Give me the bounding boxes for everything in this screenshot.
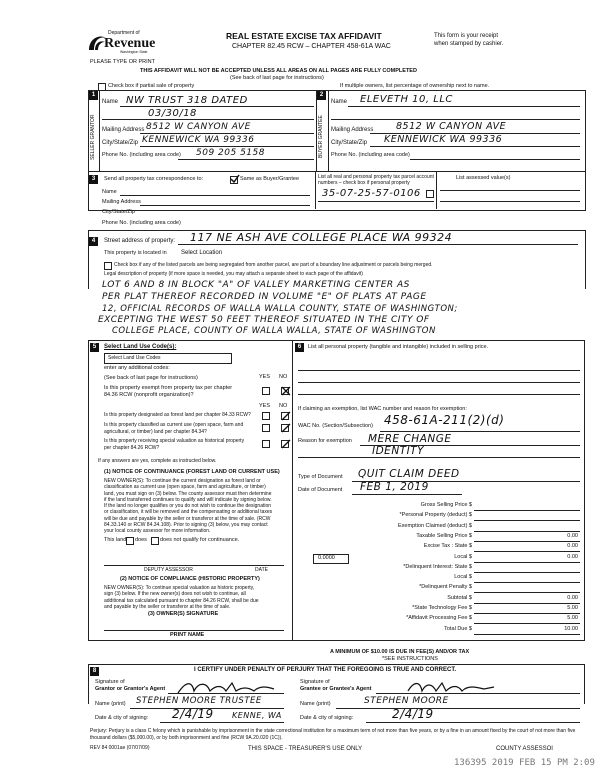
calc-row-label: Total Due $ (444, 625, 472, 632)
current-no-checkbox[interactable] (281, 424, 289, 432)
doc-date: FEB 1, 2019 (360, 481, 429, 493)
street-address: 117 NE ASH AVE COLLEGE PLACE WA 99324 (190, 231, 453, 244)
no-header-2: NO (279, 403, 288, 409)
local-rate: 0.0000 (318, 555, 335, 561)
if-yes-note: If any answers are yes, complete as instructed below. (98, 458, 217, 464)
deputy-assessor: DEPUTY ASSESSOR (144, 567, 193, 573)
assessed-header: List assessed value(s) (456, 175, 511, 181)
calc-row-label: Exemption Claimed (deduct) $ (398, 522, 472, 529)
calc-row-label: *Delinquent Penalty $ (419, 584, 472, 591)
treasurer-use: THIS SPACE - TREASURER'S USE ONLY (248, 746, 363, 752)
see-back: (See back of last page for instructions) (230, 75, 324, 81)
calc-row-value[interactable]: 10.00 (564, 625, 578, 632)
forest-no-checkbox[interactable] (281, 412, 289, 420)
forest-yes-checkbox[interactable] (262, 412, 270, 420)
continuance-body (104, 478, 288, 535)
historic-q2: per chapter 84.26 RCW? (104, 445, 160, 451)
dept-name: Revenue (104, 36, 156, 51)
page-title: REAL ESTATE EXCISE TAX AFFIDAVIT (226, 31, 382, 41)
cont-line: land, you must sign on (3) below. The county assessor must then determine (104, 490, 272, 497)
grantor-sig-label-2: Grantor or Grantor's Agent (95, 686, 166, 692)
check-mark-icon (281, 411, 291, 421)
calc-row-value[interactable]: 0.00 (567, 532, 578, 539)
calc-row-label: *Delinquent Interest: State $ (403, 563, 472, 570)
grantor-name: STEPHEN MOORE TRUSTEE (136, 696, 262, 706)
seller-name: NW TRUST 318 DATED (126, 95, 248, 106)
calc-row-label: Gross Selling Price $ (420, 502, 472, 508)
multiple-owners-note: If multiple owners, list percentage of ownership next to name. (340, 83, 490, 89)
please-type: PLEASE TYPE OR PRINT (90, 59, 156, 65)
legal-line-2: PER PLAT THEREOF RECORDED IN VOLUME "E" OF PLATS AT PAGE (102, 292, 427, 302)
check-mark-icon (230, 174, 240, 184)
located-label: This property is located in (104, 250, 167, 256)
legal-line-1: LOT 6 AND 8 IN BLOCK "A" OF VALLEY MARKETING CENTER AS (102, 280, 410, 290)
calc-row-label: Taxable Selling Price $ (416, 532, 472, 539)
comp-line: sign (3) below. If the new owner(s) does not wish to continue, all (104, 591, 246, 598)
grantor-name-label: Name (print) (95, 701, 126, 707)
wac-number: 458-61A-211(2)(d) (384, 413, 505, 427)
section-2-number: 2 (317, 91, 326, 100)
cont-line: NEW OWNER(S): To continue the current designation as forest land or (104, 478, 261, 484)
buyer-side-label: BUYER GRANTEE (318, 115, 324, 159)
grantor-date-label: Date & city of signing: (95, 715, 149, 721)
reason-line-1: MERE CHANGE (368, 433, 452, 445)
doc-type-label: Type of Document (298, 474, 343, 480)
no-header: NO (279, 374, 288, 380)
calc-row-value[interactable]: 0.00 (567, 553, 578, 560)
forest-q: Is this property designated as forest land per chapter 84.33 RCW? (104, 412, 251, 418)
additional-codes: enter any additional codes: (104, 365, 170, 371)
buyer-city-label: City/State/Zip (331, 140, 368, 146)
grantee-name-label: Name (print) (300, 701, 331, 707)
grantee-date-label: Date & city of signing: (300, 715, 354, 721)
seller-side-label: SELLER GRANTOR (90, 114, 96, 160)
cont-line: classification as current use (open space, farm and agriculture, or timber) (104, 484, 266, 491)
land-use-value: Select Land Use Codes (108, 355, 161, 361)
historic-q1: Is this property receiving special valuation as historical property (104, 438, 245, 444)
comp-line: additional tax calculated pursuant to chapter 84.26 RCW, shall be due (104, 597, 259, 604)
same-as-buyer-label: Same as Buyer/Grantee (240, 176, 300, 182)
grantee-name: STEPHEN MOORE (364, 696, 449, 706)
seller-mailing-label: Mailing Address (102, 127, 145, 133)
check-mark-icon (281, 423, 291, 433)
send-correspondence-label: Send all property tax correspondence to: (104, 176, 204, 182)
s3-name-label: Name (102, 189, 117, 195)
segregated-label: Check box if any of the listed parcels are being segregated from another parcel, are part of a boundary line adjustment or parcels being merged. (114, 262, 433, 268)
seller-mailing: 8512 W CANYON AVE (146, 122, 251, 132)
s3-phone-label: Phone No. (including area code) (102, 220, 181, 226)
cont-line: 84.33.140 or RCW 84.34.108). Prior to signing (3) below, you may contact (104, 522, 268, 529)
county-assessor: COUNTY ASSESSOI (496, 746, 553, 752)
continuance-title: (1) NOTICE OF CONTINUANCE (FOREST LAND OR CURRENT USE) (104, 469, 280, 475)
minimum-note: A MINIMUM OF $10.00 IS DUE IN FEE(S) AND/OR TAX (330, 649, 470, 655)
section-4-number: 4 (89, 237, 98, 246)
segregated-checkbox[interactable] (104, 262, 112, 270)
receipt-note-1: This form is your receipt (434, 33, 499, 39)
same-as-buyer-checkbox[interactable] (230, 176, 238, 184)
receipt-note-2: when stamped by cashier. (434, 41, 504, 47)
comp-line: NEW OWNER(S): To continue special valuation as historic property, (104, 585, 255, 591)
grantor-date: 2/4/19 (172, 707, 214, 721)
cont-line: will be due and payable by the seller or transferor at the time of sale. (RCW (104, 515, 271, 522)
personal-property-label: List all personal property (tangible and intangible) included in selling price. (308, 344, 489, 350)
street-label: Street address of property: (104, 238, 176, 244)
this-land-label: This land (104, 537, 127, 543)
does-not-checkbox[interactable] (151, 537, 159, 545)
form-number: REV 84 0001ae (07/07/09) (90, 745, 150, 751)
section-8-number: 8 (90, 667, 99, 676)
calc-row-value[interactable]: 0.00 (567, 543, 578, 550)
seller-phone: 509 205 5158 (196, 148, 265, 158)
local-rate-box[interactable] (313, 554, 349, 564)
certify-statement: I CERTIFY UNDER PENALTY OF PERJURY THAT THE FOREGOING IS TRUE AND CORRECT. (194, 667, 457, 673)
doc-type: QUIT CLAIM DEED (358, 468, 460, 480)
seller-city-label: City/State/Zip (102, 140, 139, 146)
warning: THIS AFFIDAVIT WILL NOT BE ACCEPTED UNLESS ALL AREAS ON ALL PAGES ARE FULLY COMPLETED (140, 68, 417, 74)
buyer-mailing: 8512 W CANYON AVE (396, 121, 507, 132)
legal-line-3: 12, OFFICIAL RECORDS OF WALLA WALLA COUNTY, STATE OF WASHINGTON; (102, 304, 458, 314)
grantee-sig-label-1: Signature of (300, 679, 330, 685)
calc-row-value[interactable]: 5.00 (567, 615, 578, 622)
check-mark-icon (281, 439, 291, 449)
exemption-claim-label: If claiming an exemption, list WAC number and reason for exemption: (298, 406, 467, 412)
yes-header: YES (259, 374, 271, 380)
cont-line: if the land transferred continues to qualify and will indicate by signing below. (104, 496, 272, 503)
calc-row-label: Local $ (454, 553, 472, 560)
exempt-q2: 84.36 RCW (nonprofit organization)? (104, 392, 194, 398)
comp-line: and payable by the seller or transferor at the time of sale. (104, 603, 231, 610)
dor-logo (86, 28, 156, 62)
buyer-city: KENNEWICK WA 99336 (384, 134, 503, 145)
parcel-header: List all real and personal property tax parcel account numbers – check box if personal property (318, 174, 434, 186)
check-mark-icon (281, 386, 291, 396)
calc-row-label: *State Technology Fee $ (412, 605, 472, 611)
s5-see-back: (See back of last page for instructions) (104, 375, 198, 381)
calc-row-label: Local $ (454, 574, 472, 581)
does-label: does (135, 537, 147, 543)
parcel-number: 35-07-25-57-0106 (322, 188, 421, 199)
historic-no-checkbox[interactable] (281, 440, 289, 448)
reason-line-2: IDENTITY (372, 445, 425, 457)
perjury-note: Perjury: Perjury is a class C felony which is punishable by imprisonment in the state correctional institution for a maximum term of not more than five years, or by a fine in an amount fixed by the court of not more than five thousand dollars ($5,000.00), or by both imprisonment and fine (RCW 9A.20.020 (1C)). (90, 728, 576, 741)
buyer-phone-label: Phone No. (including area code) (331, 152, 410, 158)
exempt-no-checkbox[interactable] (281, 387, 289, 395)
dept-of: Department of (108, 30, 140, 36)
does-not-label: does not qualify for continuance. (160, 537, 240, 543)
grantor-sig-label-1: Signature of (95, 679, 125, 685)
cont-line: your local county assessor for more information. (104, 528, 211, 535)
seller-name-label: Name (102, 99, 119, 105)
located-select[interactable]: Select Location (181, 250, 223, 256)
section-6-number: 6 (295, 343, 304, 352)
current-q1: Is this property classified as current use (open space, farm and (104, 422, 244, 428)
buyer-name-label: Name (331, 99, 348, 105)
grantor-city: KENNE, WA (232, 711, 282, 720)
see-instructions: *SEE INSTRUCTIONS (382, 656, 438, 662)
seller-city: KENNEWICK WA 99336 (142, 135, 255, 145)
section-5-number: 5 (90, 343, 99, 352)
calc-row-label: Subtotal $ (447, 594, 472, 601)
s3-mailing-label: Mailing Address (102, 199, 141, 205)
owner-signature-label: (3) OWNER(S) SIGNATURE (148, 611, 219, 617)
doc-date-label: Date of Document (298, 487, 343, 493)
recording-stamp: 136395 2019 FEB 15 PM 2:09 (454, 758, 595, 768)
land-use-select[interactable] (104, 353, 232, 364)
grantee-date: 2/4/19 (392, 707, 434, 721)
grantee-sig-label-2: Grantee or Grantee's Agent (300, 686, 372, 692)
calc-row-label: *Affidavit Processing Fee $ (406, 615, 472, 622)
exempt-yes-checkbox[interactable] (262, 387, 270, 395)
print-name-label: PRINT NAME (170, 632, 205, 638)
s3-city-label: City/State/Zip (102, 209, 136, 215)
land-use-label: Select Land Use Code(s): (104, 344, 177, 350)
seller-name-2: 03/30/18 (148, 108, 197, 119)
cont-line: or classification, it will be removed and the compensating or additional taxes (104, 509, 273, 516)
calc-row-label: Excise Tax : State $ (423, 543, 472, 550)
grantor-signature (176, 679, 276, 695)
legal-label: Legal description of property (if more space is needed, you may attach a separate sheet to each page of the affidavit) (104, 271, 363, 277)
yes-header-2: YES (259, 403, 271, 409)
cont-line: If the land no longer qualifies or you do not wish to continue the designation (104, 503, 272, 510)
chapter-ref: CHAPTER 82.45 RCW – CHAPTER 458-61A WAC (232, 43, 391, 50)
partial-sale-label: Check box if partial sale of property (108, 83, 195, 89)
dept-state: Washington State (120, 50, 148, 54)
section-3-number: 3 (89, 175, 98, 184)
buyer-name: ELEVETH 10, LLC (360, 94, 453, 105)
compliance-body (104, 585, 288, 610)
exempt-q1: Is this property exempt from property tax per chapter (104, 385, 233, 391)
legal-line-4: EXCEPTING THE WEST 50 FEET THEREOF SITUATED IN THE CITY OF (98, 315, 430, 325)
does-checkbox[interactable] (126, 537, 134, 545)
wac-label: WAC No. (Section/Subsection) (298, 423, 373, 429)
buyer-mailing-label: Mailing Address (331, 127, 374, 133)
legal-line-5: COLLEGE PLACE, COUNTY OF WALLA WALLA, STATE OF WASHINGTON (112, 326, 436, 336)
seller-phone-label: Phone No. (including area code) (102, 152, 181, 158)
current-yes-checkbox[interactable] (262, 424, 270, 432)
deputy-date: DATE (255, 567, 268, 573)
calc-row-value[interactable]: 5.00 (567, 605, 578, 611)
calc-row-value[interactable]: 0.00 (567, 594, 578, 601)
historic-yes-checkbox[interactable] (262, 440, 270, 448)
calc-row-label: *Personal Property (deduct) $ (399, 512, 472, 519)
grantee-signature (406, 679, 496, 695)
current-q2: agricultural, or timber) land per chapter 84.34? (104, 429, 207, 435)
compliance-title: (2) NOTICE OF COMPLIANCE (HISTORIC PROPERTY) (120, 576, 260, 582)
personal-property-checkbox[interactable] (426, 190, 434, 198)
section-1-number: 1 (89, 91, 98, 100)
reason-label: Reason for exemption (298, 438, 352, 444)
